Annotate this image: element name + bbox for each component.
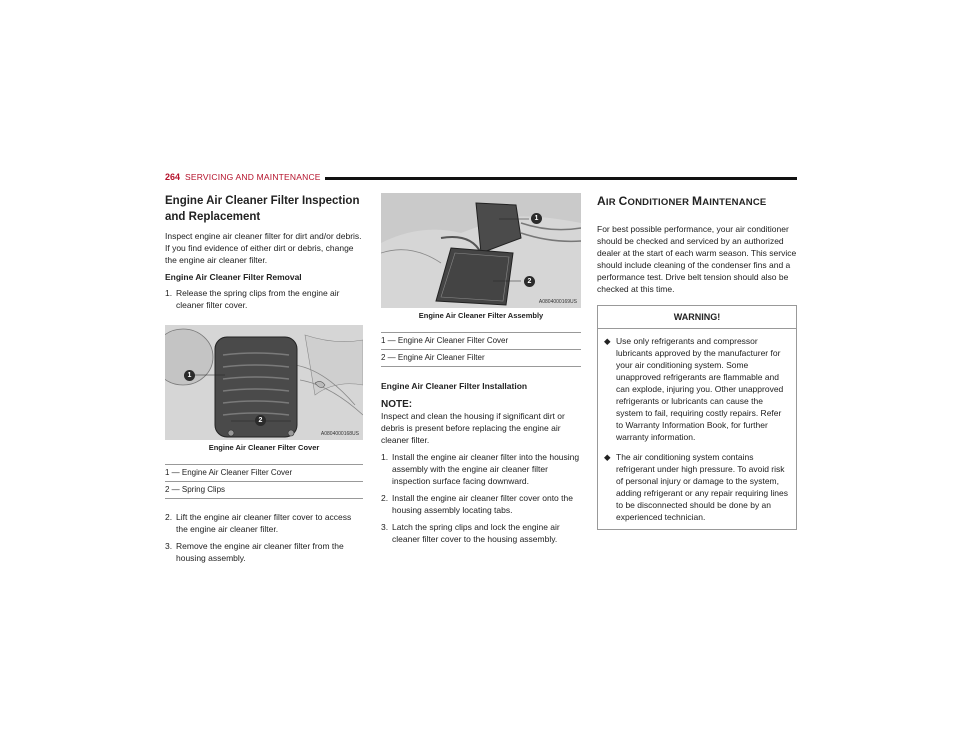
figure-code: A0804000168US xyxy=(320,431,359,437)
step-text: Install the engine air cleaner filter into the housing assembly with the engine air cleaner filter inspection surface facing downward. xyxy=(392,452,580,486)
step-text: Install the engine air cleaner filter cover onto the housing assembly locating tabs. xyxy=(392,493,573,515)
warning-text: The air conditioning system contains refrigerant under high pressure. To avoid risk of personal injury or damage to the system, adding refrigerant or any repair requiring lines to be disconnected should be done by an experienced technician. xyxy=(616,452,788,522)
warning-box xyxy=(597,305,797,530)
column-2 xyxy=(381,193,581,550)
install-step-1 xyxy=(381,451,581,487)
filter-assembly-illustration xyxy=(381,193,581,308)
step-number: 2. xyxy=(381,493,389,503)
removal-step-3 xyxy=(165,540,363,564)
install-step-2 xyxy=(381,492,581,516)
title-letter: C xyxy=(618,194,628,208)
title-letter: M xyxy=(691,194,703,208)
figure-legend xyxy=(381,332,581,367)
step-text: Remove the engine air cleaner filter from the housing assembly. xyxy=(176,541,344,563)
install-step-3 xyxy=(381,521,581,545)
warning-title: WARNING! xyxy=(598,306,796,329)
filter-assembly-figure xyxy=(381,193,581,308)
warning-item xyxy=(604,335,788,443)
warning-item xyxy=(604,451,788,523)
legend-item: 1 — Engine Air Cleaner Filter Cover xyxy=(165,465,363,482)
ac-maintenance-heading xyxy=(597,193,797,211)
page-header xyxy=(165,172,797,186)
column-1 xyxy=(165,193,363,569)
header-rule xyxy=(325,177,797,180)
section-title: SERVICING AND MAINTENANCE xyxy=(185,172,321,182)
callout-2: 2 xyxy=(255,415,266,426)
removal-step-1 xyxy=(165,287,363,311)
installation-heading: Engine Air Cleaner Filter Installation xyxy=(381,381,528,391)
step-text: Latch the spring clips and lock the engine air cleaner filter cover to the housing assembly. xyxy=(392,522,560,544)
callout-2: 2 xyxy=(524,276,535,287)
step-text: Lift the engine air cleaner filter cover to access the engine air cleaner filter. xyxy=(176,512,352,534)
figure-caption: Engine Air Cleaner Filter Assembly xyxy=(418,311,544,320)
title-rest: ONDITIONER xyxy=(627,197,692,208)
step-number: 1. xyxy=(381,452,389,462)
legend-item: 2 — Spring Clips xyxy=(165,482,363,499)
ac-paragraph: For best possible performance, your air conditioner should be checked and serviced by an authorized dealer at the start of each warm season. This service should include cleaning of the condenser fins and a performance test. Drive belt tension should also be checked at this time. xyxy=(597,224,797,294)
title-letter: A xyxy=(597,194,606,208)
legend-item: 1 — Engine Air Cleaner Filter Cover xyxy=(381,333,581,350)
diamond-bullet-icon: ◆ xyxy=(604,452,611,462)
step-number: 3. xyxy=(165,541,173,551)
note-label: NOTE: xyxy=(381,399,413,410)
figure-legend xyxy=(165,464,363,499)
note-text: Inspect and clean the housing if significant dirt or debris is present before replacing the engine air cleaner filter. xyxy=(381,411,565,445)
step-number: 3. xyxy=(381,522,389,532)
removal-step-2 xyxy=(165,511,363,535)
title-rest: IR xyxy=(605,197,619,208)
section-heading: Engine Air Cleaner Filter Inspection and Replacement xyxy=(165,195,360,223)
callout-1: 1 xyxy=(184,370,195,381)
intro-paragraph: Inspect engine air cleaner filter for dirt and/or debris. If you find evidence of either dirt or debris, change the engine air cleaner filter. xyxy=(165,231,362,265)
page-number: 264 xyxy=(165,172,181,182)
figure-code: A0804000169US xyxy=(538,299,577,305)
legend-item: 2 — Engine Air Cleaner Filter xyxy=(381,350,581,367)
diamond-bullet-icon: ◆ xyxy=(604,336,611,346)
figure-caption: Engine Air Cleaner Filter Cover xyxy=(208,443,320,452)
step-number: 2. xyxy=(165,512,173,522)
title-rest: AINTENANCE xyxy=(702,197,767,208)
step-text: Release the spring clips from the engine air cleaner filter cover. xyxy=(176,288,340,310)
warning-body xyxy=(598,329,796,529)
callout-1: 1 xyxy=(531,213,542,224)
warning-text: Use only refrigerants and compressor lubricants approved by the manufacturer for your air conditioning system. Some unapproved refrigerants are flammable and can explode, injuring you. Other unapproved refrigerants or lubricants can cause the system to fail, requiring costly repairs. Refer to Warranty Information Book, for further warranty information. xyxy=(616,336,784,442)
column-3 xyxy=(597,193,797,530)
removal-heading: Engine Air Cleaner Filter Removal xyxy=(165,272,302,282)
step-number: 1. xyxy=(165,288,173,298)
filter-cover-figure xyxy=(165,325,363,440)
